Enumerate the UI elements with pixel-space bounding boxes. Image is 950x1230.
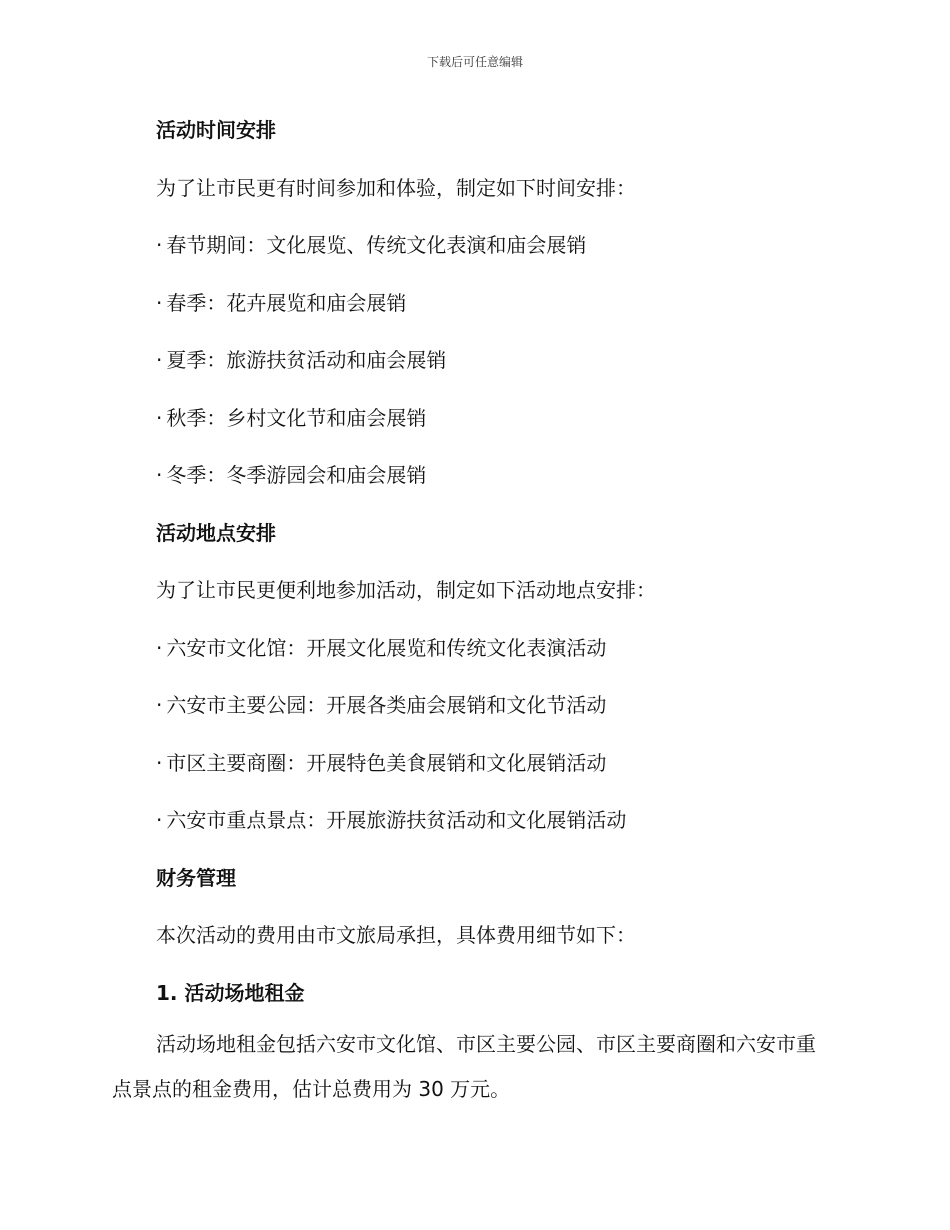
list-item-text: 六安市文化馆：开展文化展览和传统文化表演活动 [166, 635, 607, 660]
time-list-item [156, 455, 846, 513]
list-item-text: 六安市主要公园：开展各类庙会展销和文化节活动 [166, 693, 607, 717]
bullet-icon: · [156, 233, 163, 257]
bullet-icon: · [156, 290, 163, 315]
section-heading-finance: 财务管理 [156, 865, 236, 890]
location-list-item [156, 628, 846, 686]
time-list-item [156, 283, 846, 341]
page-header-note: 下载后可任意编辑 [426, 55, 523, 69]
section-heading-time: 活动时间安排 [156, 118, 276, 142]
time-list-item [156, 398, 846, 456]
venue-rent-paragraph: 活动场地租金包括六安市文化馆、市区主要公园、市区主要商圈和六安市重点景点的租金费用，估计总费用为 30 万元。 [112, 1032, 816, 1101]
list-item-text: 市区主要商圈：开展特色美食展销和文化展销活动 [166, 750, 607, 775]
location-list-item [156, 743, 846, 801]
list-item-text: 春节期间：文化展览、传统文化表演和庙会展销 [166, 233, 587, 257]
list-item-text: 六安市重点景点：开展旅游扶贫活动和文化展销活动 [166, 808, 627, 832]
location-list-item [156, 685, 846, 743]
time-list-item [156, 340, 846, 398]
list-item-text: 春季：花卉展览和庙会展销 [166, 290, 407, 315]
list-item-text: 冬季：冬季游园会和庙会展销 [166, 463, 427, 487]
subheading-venue-rent: 1. 活动场地租金 [156, 980, 305, 1005]
section-intro-time: 为了让市民更有时间参加和体验，制定如下时间安排： [156, 175, 636, 200]
bullet-icon: · [156, 808, 163, 832]
section-intro-finance: 本次活动的费用由市文旅局承担，具体费用细节如下： [156, 923, 636, 947]
location-list-item [156, 800, 846, 858]
bullet-icon: · [156, 750, 163, 775]
bullet-icon: · [156, 463, 163, 487]
bullet-icon: · [156, 348, 163, 372]
section-intro-location: 为了让市民更便利地参加活动，制定如下活动地点安排： [156, 578, 656, 602]
time-list-item [156, 225, 846, 283]
list-item-text: 夏季：旅游扶贫活动和庙会展销 [166, 348, 447, 372]
section-heading-location: 活动地点安排 [156, 520, 276, 545]
list-item-text: 秋季：乡村文化节和庙会展销 [166, 405, 427, 430]
document-body [156, 110, 846, 1030]
bullet-icon: · [156, 635, 163, 660]
bullet-icon: · [156, 693, 163, 717]
bullet-icon: · [156, 405, 163, 430]
